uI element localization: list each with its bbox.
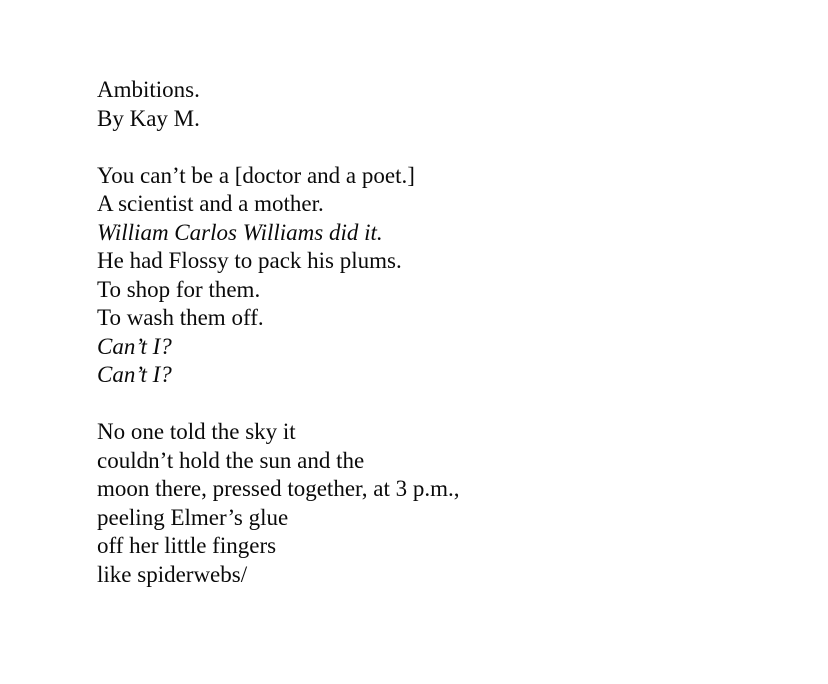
poem-title: Ambitions. <box>97 77 200 102</box>
stanza-line: peeling Elmer’s glue <box>97 504 289 530</box>
stanza-line-italic: Can’t I? <box>97 362 172 387</box>
stanza-line: To shop for them. <box>97 276 261 302</box>
stanza-line: like spiderwebs/ <box>97 561 248 587</box>
stanza-2 <box>97 418 797 589</box>
stanza-line: off her little fingers <box>97 533 277 558</box>
stanza-line: No one told the sky it <box>97 419 296 444</box>
stanza-line: moon there, pressed together, at 3 p.m., <box>97 476 460 501</box>
stanza-line: A scientist and a mother. <box>97 191 324 216</box>
stanza-spacer <box>97 390 797 419</box>
stanza-line: He had Flossy to pack his plums. <box>97 248 402 273</box>
stanza-line-italic: William Carlos Williams did it. <box>97 219 383 245</box>
stanza-line-italic: Can’t I? <box>97 333 172 359</box>
poem-page <box>97 76 797 589</box>
stanza-1 <box>97 162 797 390</box>
stanza-spacer <box>97 133 797 162</box>
stanza-line: To wash them off. <box>97 305 264 330</box>
stanza-line: You can’t be a [doctor and a poet.] <box>97 162 415 188</box>
stanza-line: couldn’t hold the sun and the <box>97 447 365 473</box>
poem-author: By Kay M. <box>97 105 200 131</box>
